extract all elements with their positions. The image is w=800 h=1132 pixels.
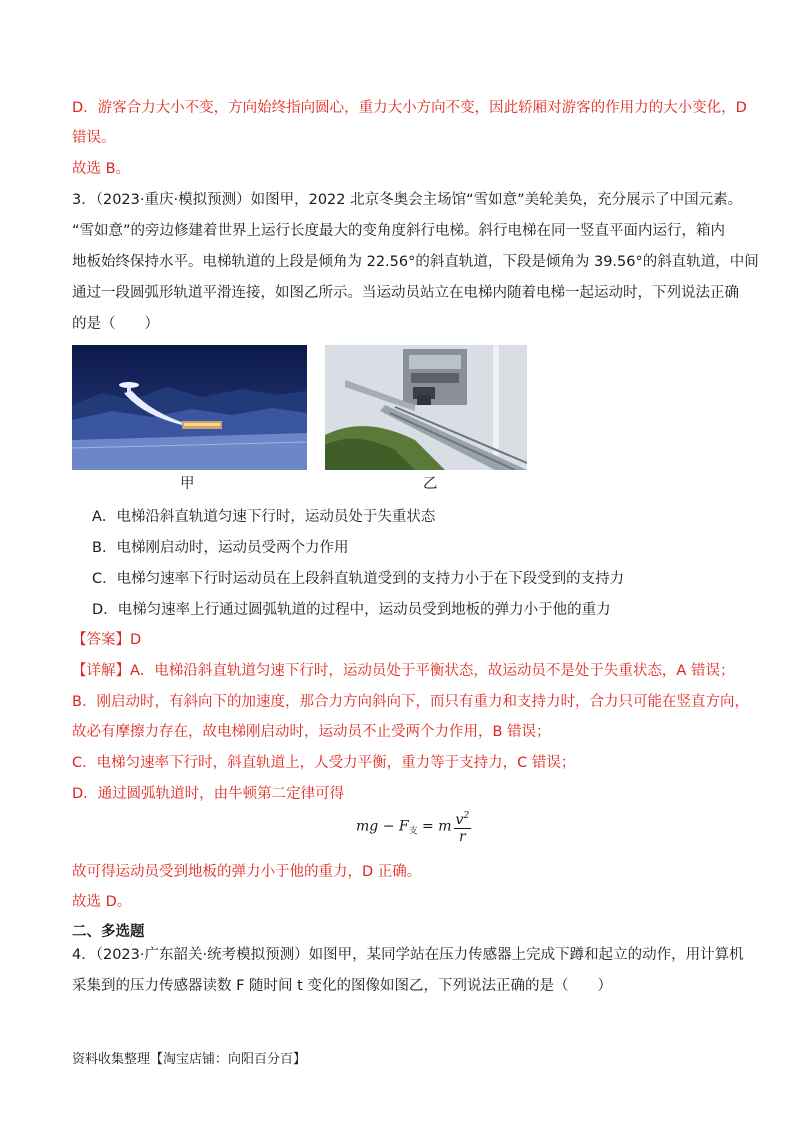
q4-line-2: 采集到的压力传感器读数 F 随时间 t 变化的图像如图乙，下列说法正确的是（ ） [72,978,612,994]
caption-jia: 甲 [180,476,195,492]
q3-line-5: 的是（ ） [72,316,159,332]
answer: 【答案】D [72,632,142,648]
q3-line-2: “雪如意”的旁边修建着世界上运行长度最大的变角度斜行电梯。斜行电梯在同一竖直平面内运行，箱内 [72,223,726,239]
detail-4: C．电梯匀速率下行时，斜直轨道上，人受力平衡，重力等于支持力，C 错误； [72,755,576,771]
detail-5: D．通过圆弧轨道时，由牛顿第二定律可得 [72,786,345,802]
conclusion: 故可得运动员受到地板的弹力小于他的重力，D 正确。 [72,864,422,880]
q3-line-1: 3．（2023·重庆·模拟预测）如图甲，2022 北京冬奥会主场馆“雪如意”美轮美奂，充分展示了中国元素。 [72,192,743,208]
caption-yi: 乙 [423,476,438,492]
option-d: D．电梯匀速率上行通过圆弧轨道的过程中，运动员受到地板的弹力小于他的重力 [92,602,611,618]
photo-yi [325,345,527,470]
formula-denominator: r [458,829,466,845]
formula-lhs: mg − F [356,818,409,835]
formula-fraction [454,808,472,845]
formula-eq: = m [417,818,452,835]
formula-subscript: 支 [408,826,418,837]
q3-line-3: 地板始终保持水平。电梯轨道的上段是倾角为 22.56°的斜直轨道，下段是倾角为 39.56°的斜直轨道，中间 [72,254,759,270]
q4-line-1: 4．（2023·广东韶关·统考模拟预测）如图甲，某同学站在压力传感器上完成下蹲和起立的动作，用计算机 [72,947,744,963]
detail-2: B．刚启动时，有斜向下的加速度，那合力方向斜向下，而只有重力和支持力时，合力只可能在竖直方向， [72,694,749,710]
q3-line-4: 通过一段圆弧形轨道平滑连接，如图乙所示。当运动员站立在电梯内随着电梯一起运动时，下列说法正确 [72,285,739,301]
option-b: B．电梯刚启动时，运动员受两个力作用 [92,540,349,556]
formula-numerator: $v^2$ [454,808,472,829]
option-d-line-2: 错误。 [72,130,116,146]
footer: 资料收集整理【淘宝店铺：向阳百分百】 [72,1052,307,1067]
option-d-line-1: D．游客合力大小不变，方向始终指向圆心，重力大小方向不变，因此轿厢对游客的作用力的大小变化，D [72,100,747,116]
option-a: A．电梯沿斜直轨道匀速下行时，运动员处于失重状态 [92,509,436,525]
section-title: 二、多选题 [72,924,145,940]
photo-jia [72,345,307,470]
choose-b: 故选 B。 [72,161,131,177]
detail-1: 【详解】A．电梯沿斜直轨道匀速下行时，运动员处于平衡状态，故运动员不是处于失重状态，A 错误； [72,663,735,679]
formula [356,808,471,845]
option-c: C．电梯匀速率下行时运动员在上段斜直轨道受到的支持力小于在下段受到的支持力 [92,571,625,587]
detail-3: 故必有摩擦力存在，故电梯刚启动时，运动员不止受两个力作用，B 错误； [72,724,551,740]
choose-d: 故选 D。 [72,894,132,910]
